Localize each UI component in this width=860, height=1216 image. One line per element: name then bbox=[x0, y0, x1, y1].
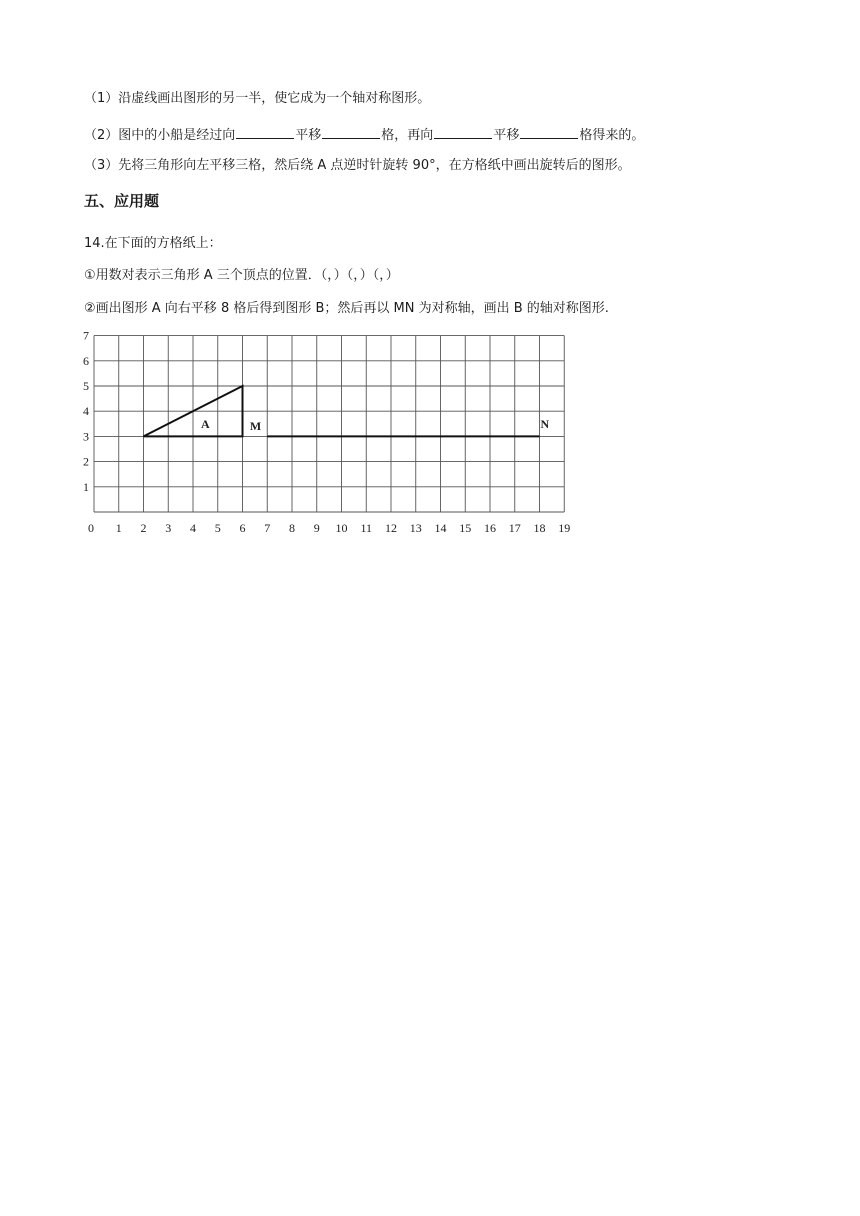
x-tick-label: 9 bbox=[313, 521, 320, 535]
q13-item-3: （3）先将三角形向左平移三格，然后绕 A 点逆时针旋转 90°，在方格纸中画出旋转后的图形。 bbox=[84, 158, 631, 173]
x-tick-label: 11 bbox=[360, 521, 373, 535]
y-tick-label: 5 bbox=[83, 379, 89, 393]
blank-4[interactable] bbox=[520, 125, 578, 139]
x-tick-label: 18 bbox=[533, 521, 546, 535]
x-tick-label: 17 bbox=[508, 521, 521, 535]
x-tick-label: 13 bbox=[409, 521, 422, 535]
x-tick-label: 10 bbox=[335, 521, 348, 535]
y-tick-label: 1 bbox=[83, 479, 89, 494]
x-tick-label: 2 bbox=[140, 521, 147, 535]
y-tick-label: 6 bbox=[83, 353, 89, 368]
q13-item-2-part4: 平移 bbox=[493, 128, 520, 143]
q13-item-2-part1: （2）图中的小船是经过向 bbox=[84, 128, 236, 143]
x-tick-label: 3 bbox=[165, 521, 172, 535]
section-title: 五、应用题 bbox=[84, 192, 160, 210]
x-tick-label: 8 bbox=[289, 521, 295, 535]
x-tick-label: 16 bbox=[484, 521, 496, 535]
x-tick-label: 1 bbox=[115, 521, 122, 535]
triangle-label: A bbox=[201, 416, 210, 431]
y-tick-label: 2 bbox=[83, 454, 89, 469]
x-tick-label: 7 bbox=[264, 521, 271, 535]
x-tick-label: 15 bbox=[459, 521, 472, 535]
x-tick-label: 0 bbox=[88, 521, 94, 535]
q13-item-2-part2: 平移 bbox=[295, 128, 322, 143]
q13-item-2 bbox=[84, 125, 644, 145]
x-tick-label: 12 bbox=[385, 521, 397, 535]
grid-figure bbox=[80, 326, 590, 536]
blank-1[interactable] bbox=[236, 125, 294, 139]
q14-sub-2: ②画出图形 A 向右平移 8 格后得到图形 B；然后再以 MN 为对称轴，画出 B 的轴对称图形. bbox=[84, 301, 609, 316]
point-n-label: N bbox=[540, 417, 550, 432]
x-tick-label: 19 bbox=[558, 521, 571, 535]
q14-sub-1: ①用数对表示三角形 A 三个顶点的位置．（，）（，）（，） bbox=[84, 268, 399, 283]
q13-item-2-part3: 格，再向 bbox=[381, 128, 434, 143]
q13-item-1: （1）沿虚线画出图形的另一半，使它成为一个轴对称图形。 bbox=[84, 91, 431, 106]
blank-3[interactable] bbox=[434, 125, 492, 139]
y-tick-label: 7 bbox=[83, 328, 89, 343]
x-tick-label: 5 bbox=[214, 521, 221, 535]
q14-stem: 14.在下面的方格纸上： bbox=[84, 236, 222, 251]
blank-2[interactable] bbox=[322, 125, 380, 139]
x-tick-label: 6 bbox=[239, 521, 246, 535]
point-m-label: M bbox=[249, 419, 262, 434]
y-tick-label: 3 bbox=[83, 429, 89, 444]
q13-item-2-part5: 格得来的。 bbox=[579, 128, 645, 143]
y-tick-label: 4 bbox=[83, 404, 89, 419]
x-tick-label: 4 bbox=[190, 521, 196, 535]
x-tick-label: 14 bbox=[434, 521, 447, 535]
